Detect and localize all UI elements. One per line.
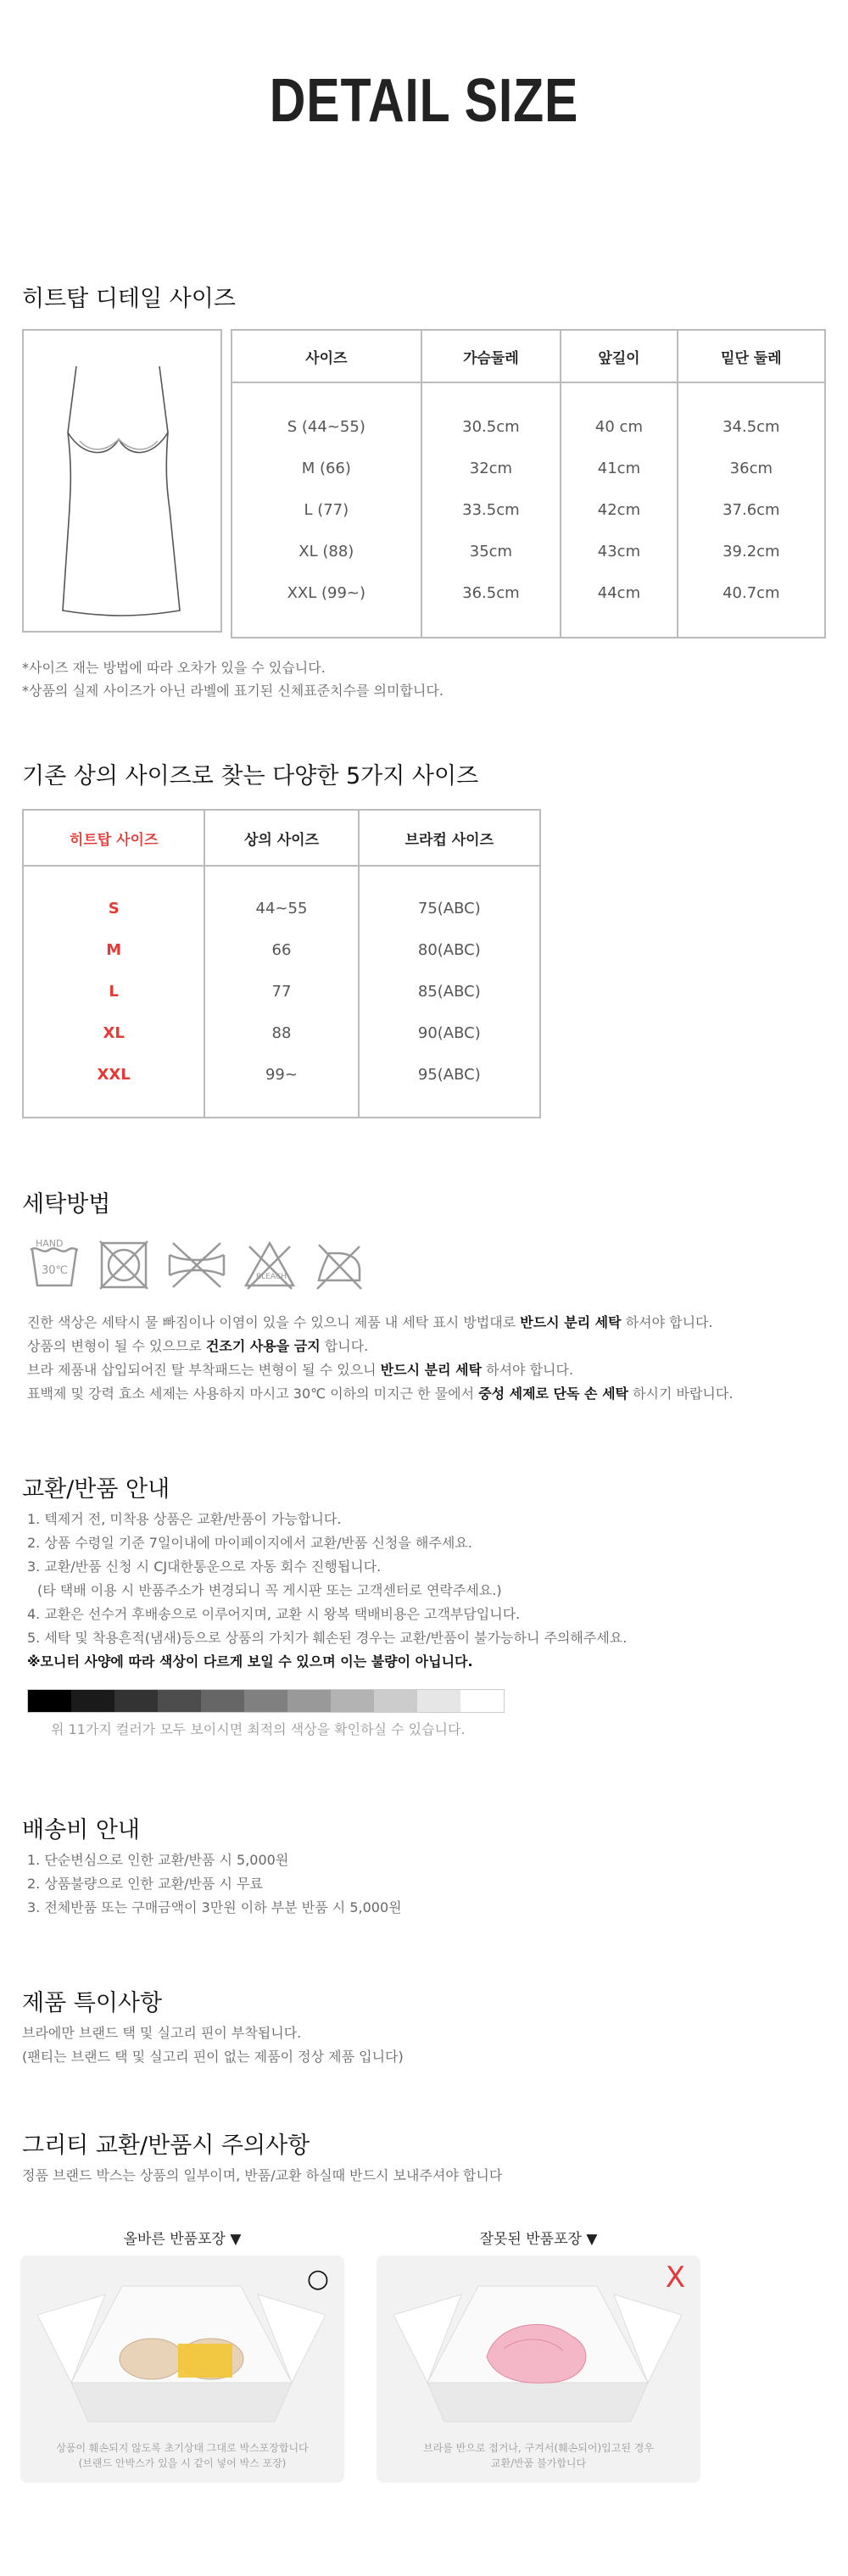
table-row	[232, 406, 825, 448]
header-size: 사이즈	[232, 330, 421, 382]
header-bra-size: 브라컵 사이즈	[359, 810, 540, 866]
shipping-list	[27, 1848, 402, 1920]
list-item: 브라에만 브랜드 택 및 실고리 핀이 부착됩니다.	[22, 2025, 302, 2041]
table-cell: XL	[23, 1012, 204, 1054]
size-notes	[22, 656, 444, 702]
color-swatch	[114, 1690, 158, 1712]
correct-pack-label: 올바른 반품포장 ▼	[123, 2231, 242, 2248]
table-cell: 40 cm	[561, 406, 677, 448]
table-cell: 90(ABC)	[359, 1012, 540, 1054]
bleach-label: BLEACH	[256, 1273, 287, 1281]
table-cell: 37.6cm	[678, 489, 825, 531]
table-row	[232, 572, 825, 614]
table-row	[232, 531, 825, 572]
list-item: 4. 교환은 선수거 후배송으로 이루어지며, 교환 시 왕복 택배비용은 고객부담입니다.	[27, 1606, 521, 1622]
wrong-pack-card	[377, 2255, 700, 2483]
washing-line: 브라 제품내 삽입되어진 탈 부착패드는 변형이 될 수 있으니 반드시 분리 세탁 하셔야 합니다.	[27, 1362, 574, 1378]
color-swatch	[71, 1690, 114, 1712]
gritty-title: 그리티 교환/반품시 주의사항	[22, 2133, 310, 2159]
table-header-row	[23, 810, 540, 866]
table-cell: 99~	[204, 1054, 358, 1096]
table-cell: 40.7cm	[678, 572, 825, 614]
washing-instructions	[27, 1311, 733, 1406]
correct-pack-card	[20, 2255, 344, 2483]
page-title: DETAIL SIZE	[269, 67, 579, 135]
table-cell: 33.5cm	[421, 489, 561, 531]
table-row	[23, 1012, 540, 1054]
color-swatch	[417, 1690, 460, 1712]
list-item: 1. 텍제거 전, 미착용 상품은 교환/반품이 가능합니다.	[27, 1511, 342, 1527]
camisole-illustration	[22, 329, 222, 633]
list-item: 3. 교환/반품 신청 시 CJ대한통운으로 자동 회수 진행됩니다.	[27, 1558, 382, 1575]
table-cell: 44cm	[561, 572, 677, 614]
table-cell: 75(ABC)	[359, 888, 540, 929]
list-item: (팬티는 브랜드 택 및 실고리 핀이 없는 제품이 정상 제품 입니다)	[22, 2049, 404, 2065]
table-header-row	[232, 330, 825, 382]
table-cell: S (44~55)	[232, 406, 421, 448]
header-heattop-size: 히트탑 사이즈	[23, 810, 204, 866]
header-front-length: 앞길이	[561, 330, 677, 382]
table-cell: M (66)	[232, 448, 421, 489]
table-cell: 36cm	[678, 448, 825, 489]
wrong-caption: 브라를 반으로 접거나, 구겨서(훼손되어)입고된 경우 교환/반품 불가합니다	[423, 2442, 654, 2469]
correct-box-illustration	[20, 2255, 344, 2425]
no-iron-icon	[312, 1238, 366, 1292]
list-item: 2. 상품 수령일 기준 7일이내에 마이페이지에서 교환/반품 신청을 해주세요.	[27, 1535, 472, 1551]
wrong-pack-label: 잘못된 반품포장 ▼	[479, 2231, 598, 2248]
table-cell: 35cm	[421, 531, 561, 572]
list-item: 3. 전체반품 또는 구매금액이 3만원 이하 부분 반품 시 5,000원	[27, 1899, 402, 1915]
hand-wash-30-icon	[27, 1238, 81, 1292]
header-hem: 밑단 둘레	[678, 330, 825, 382]
color-swatch	[201, 1690, 244, 1712]
size-compare-table	[22, 809, 541, 1118]
table-cell: 43cm	[561, 531, 677, 572]
washing-line: 표백제 및 강력 효소 세제는 사용하지 마시고 30℃ 이하의 미지근 한 물에서 중성 세제로 단독 손 세탁 하시기 바랍니다.	[27, 1386, 734, 1402]
color-swatch	[287, 1690, 331, 1712]
table-cell: 32cm	[421, 448, 561, 489]
color-swatch-strip	[27, 1689, 505, 1713]
table-cell: 85(ABC)	[359, 971, 540, 1012]
table-cell: XXL	[23, 1054, 204, 1096]
gritty-desc: 정품 브랜드 박스는 상품의 일부이며, 반품/교환 하실때 반드시 보내주셔야 합니다	[22, 2167, 503, 2183]
table-cell: L	[23, 971, 204, 1012]
list-item: (타 택배 이용 시 반품주소가 변경되니 꼭 게시판 또는 고객센터로 연락주세요.)	[37, 1582, 502, 1598]
no-wring-icon	[166, 1238, 227, 1292]
correct-caption: 상품이 훼손되지 않도록 초기상태 그대로 박스포장합니다 (브랜드 안박스가 있을 시 같이 넣어 박스 포장)	[56, 2442, 309, 2469]
list-item: 1. 단순변심으로 인한 교환/반품 시 5,000원	[27, 1852, 289, 1868]
header-chest: 가슴둘레	[421, 330, 561, 382]
color-swatch	[374, 1690, 417, 1712]
no-bleach-icon	[243, 1238, 297, 1292]
size-note: *상품의 실제 사이즈가 아닌 라벨에 표기된 신체표준치수를 의미합니다.	[22, 683, 444, 699]
table-row	[232, 448, 825, 489]
size-note: *사이즈 재는 방법에 따라 오차가 있을 수 있습니다.	[22, 660, 326, 676]
table-cell: 39.2cm	[678, 531, 825, 572]
table-cell: 36.5cm	[421, 572, 561, 614]
table-cell: XXL (99~)	[232, 572, 421, 614]
table-cell: 44~55	[204, 888, 358, 929]
table-cell: 42cm	[561, 489, 677, 531]
header-top-size: 상의 사이즈	[204, 810, 358, 866]
monitor-warning: ※모니터 사양에 따라 색상이 다르게 보일 수 있으며 이는 불량이 아닙니다.	[27, 1653, 473, 1670]
table-cell: S	[23, 888, 204, 929]
table-cell: 80(ABC)	[359, 929, 540, 971]
camisole-drawing	[24, 331, 220, 631]
table-cell: 95(ABC)	[359, 1054, 540, 1096]
special-list	[22, 2021, 404, 2069]
color-swatch	[460, 1690, 504, 1712]
table-cell: 77	[204, 971, 358, 1012]
no-tumble-dry-icon	[97, 1238, 151, 1292]
correct-mark: ○	[306, 2264, 329, 2294]
color-swatch	[158, 1690, 201, 1712]
table-row	[23, 971, 540, 1012]
table-cell: 34.5cm	[678, 406, 825, 448]
table-cell: 30.5cm	[421, 406, 561, 448]
wrong-box-illustration	[377, 2255, 700, 2425]
table-row	[23, 929, 540, 971]
size-detail-table	[231, 329, 826, 638]
exchange-list	[27, 1508, 627, 1674]
color-swatch	[28, 1690, 71, 1712]
temp-label: 30℃	[42, 1264, 69, 1277]
washing-title: 세탁방법	[22, 1191, 111, 1218]
swatch-note: 위 11가지 컬러가 모두 보이시면 최적의 색상을 확인하실 수 있습니다.	[51, 1721, 466, 1737]
color-swatch	[331, 1690, 374, 1712]
exchange-title: 교환/반품 안내	[22, 1476, 170, 1503]
wrong-mark: X	[665, 2261, 685, 2294]
table-cell: 41cm	[561, 448, 677, 489]
list-item: 2. 상품불량으로 인한 교환/반품 시 무료	[27, 1876, 263, 1892]
table-cell: 66	[204, 929, 358, 971]
table-row	[23, 888, 540, 929]
washing-line: 상품의 변형이 될 수 있으므로 건조기 사용을 금지 합니다.	[27, 1338, 369, 1354]
table-row	[232, 489, 825, 531]
table-row	[23, 1054, 540, 1096]
wash-icon-row	[27, 1238, 383, 1297]
size-compare-title: 기존 상의 사이즈로 찾는 다양한 5가지 사이즈	[22, 763, 479, 789]
special-title: 제품 특이사항	[22, 1990, 163, 2016]
table-cell: 88	[204, 1012, 358, 1054]
washing-line: 진한 색상은 세탁시 물 빠짐이나 이염이 있을 수 있으니 제품 내 세탁 표시 방법대로 반드시 분리 세탁 하셔야 합니다.	[27, 1314, 713, 1330]
color-swatch	[244, 1690, 287, 1712]
table-cell: L (77)	[232, 489, 421, 531]
hand-label: HAND	[36, 1238, 64, 1249]
table-cell: M	[23, 929, 204, 971]
size-detail-title: 히트탑 디테일 사이즈	[22, 286, 236, 312]
table-cell: XL (88)	[232, 531, 421, 572]
list-item: 5. 세탁 및 착용흔적(냄새)등으로 상품의 가치가 훼손된 경우는 교환/반품이 불가능하니 주의해주세요.	[27, 1630, 628, 1646]
shipping-title: 배송비 안내	[22, 1817, 140, 1843]
